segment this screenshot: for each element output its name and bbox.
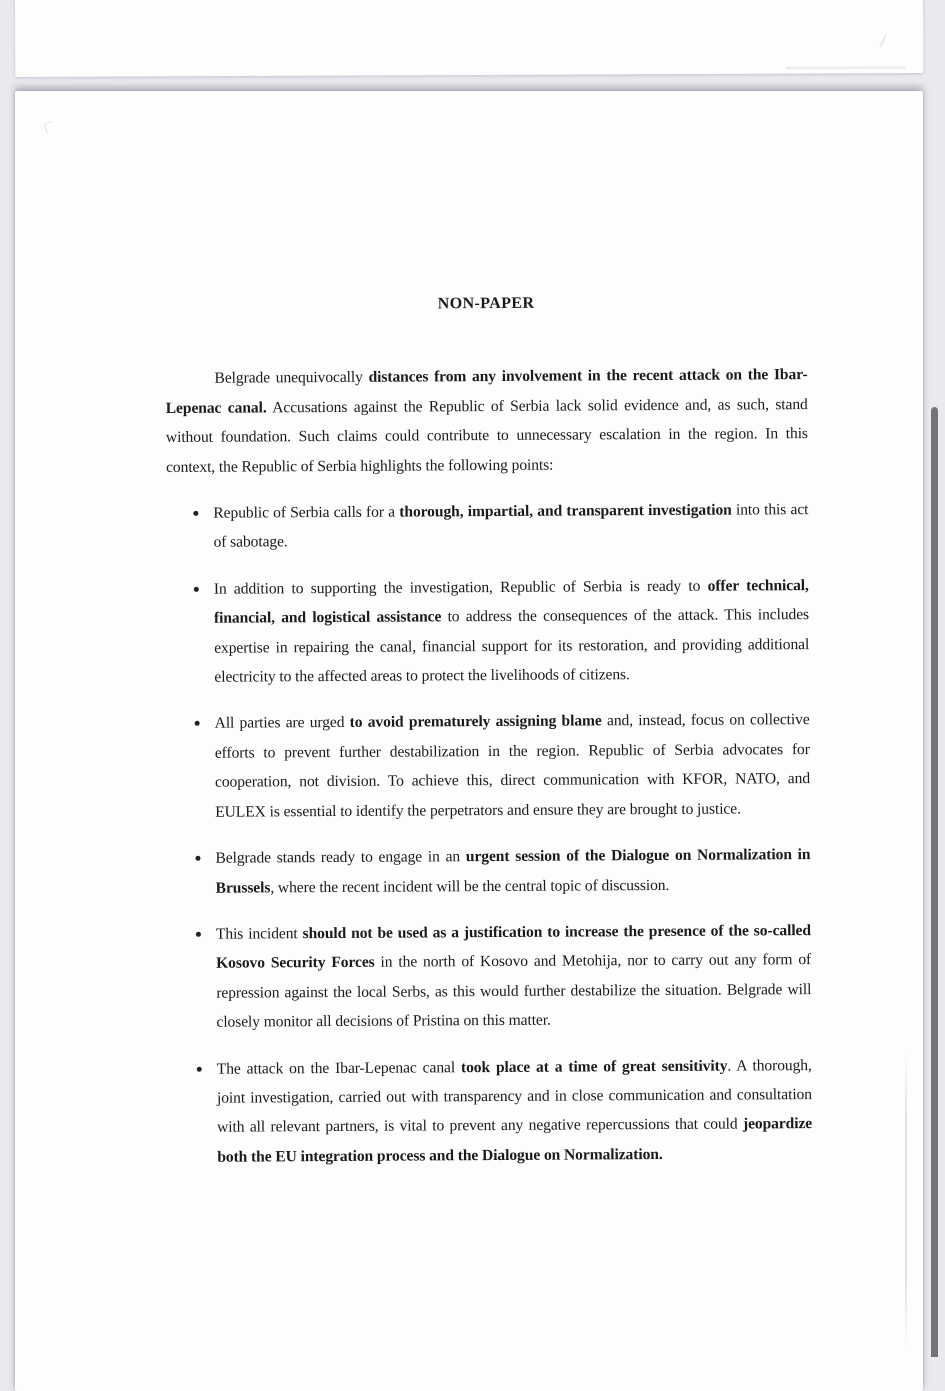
bold-text-run: urgent session of the Dialogue on Normalization in Brussels bbox=[215, 846, 811, 897]
text-run: and, instead, focus on collective efforts to prevent further destabilization in the region. Republic of Serbia advocates for cooperation, not division. To achieve this, direct communication with KFOR, NATO, and EULEX is essential to identify the perpetrators and ensure they are brought to justice. bbox=[214, 711, 811, 821]
bullet-item-assistance bbox=[167, 571, 810, 693]
scan-crease bbox=[905, 1049, 907, 1349]
document-page bbox=[15, 91, 923, 1391]
bold-text-run: to avoid prematurely assigning blame bbox=[349, 712, 602, 732]
scan-mark bbox=[880, 35, 894, 51]
text-run: Belgrade stands ready to engage in an bbox=[215, 848, 466, 867]
bold-text-run: took place at a time of great sensitivity bbox=[460, 1057, 728, 1076]
bullet-item-avoid-blame bbox=[168, 706, 811, 828]
bold-text-run: distances from any involvement in the recent attack on the Ibar-Lepenac canal. bbox=[165, 366, 808, 417]
text-run: in the north of Kosovo and Metohija, nor to carry out any form of repression against the local Serbs, as this would further destabilize the situation. Belgrade will closely monitor all decisions of Pristina on this matter. bbox=[216, 951, 812, 1031]
text-run: This incident bbox=[215, 925, 303, 943]
text-run: Accusations against the Republic of Serbia lack solid evidence and, as such, stand without foundation. Such claims could contribute to unnecessary escalation in the region. In this context, the Republic of Serbia highlights the following points: bbox=[165, 395, 808, 476]
intro-paragraph bbox=[165, 360, 808, 482]
bold-text-run: offer technical, financial, and logistical assistance bbox=[213, 576, 809, 627]
bullet-item-sensitivity bbox=[170, 1051, 813, 1173]
bullet-list bbox=[166, 495, 812, 1172]
bold-text-run: thorough, impartial, and transparent investigation bbox=[399, 501, 732, 521]
text-run: into this act of sabotage. bbox=[213, 501, 809, 552]
text-run: Republic of Serbia calls for a bbox=[213, 503, 400, 522]
page-content bbox=[165, 287, 812, 1172]
bullet-item-security-forces bbox=[169, 916, 812, 1038]
previous-page bbox=[15, 0, 924, 77]
bold-text-run: jeopardize both the EU integration process and the Dialogue on Normalization. bbox=[217, 1115, 813, 1166]
text-run: All parties are urged bbox=[214, 714, 350, 733]
scan-smudge bbox=[785, 66, 905, 70]
document-title: NON-PAPER bbox=[437, 294, 535, 313]
bullet-item-investigation bbox=[166, 495, 808, 558]
text-run: . A thorough, joint investigation, carried out with transparency and in close communication and consultation with all relevant partners, is vital to prevent any negative repercussions that could bbox=[216, 1056, 812, 1137]
scrollbar-thumb[interactable] bbox=[931, 407, 938, 1357]
text-run: Belgrade unequivocally bbox=[214, 369, 369, 388]
scan-mark bbox=[44, 121, 57, 135]
bullet-item-dialogue-session bbox=[168, 840, 810, 903]
text-run: , where the recent incident will be the central topic of discussion. bbox=[270, 876, 670, 896]
text-run: The attack on the Ibar-Lepenac canal bbox=[216, 1058, 462, 1078]
bold-text-run: should not be used as a justification to increase the presence of the so-called Kosovo Security Forces bbox=[216, 921, 811, 973]
text-run: to address the consequences of the attack. This includes expertise in repairing the canal, financial support for its restoration, and providing additional electricity to the affected areas to protect the livelihoods of citizens. bbox=[214, 606, 810, 686]
text-run: In addition to supporting the investigation, Republic of Serbia is ready to bbox=[213, 577, 708, 598]
